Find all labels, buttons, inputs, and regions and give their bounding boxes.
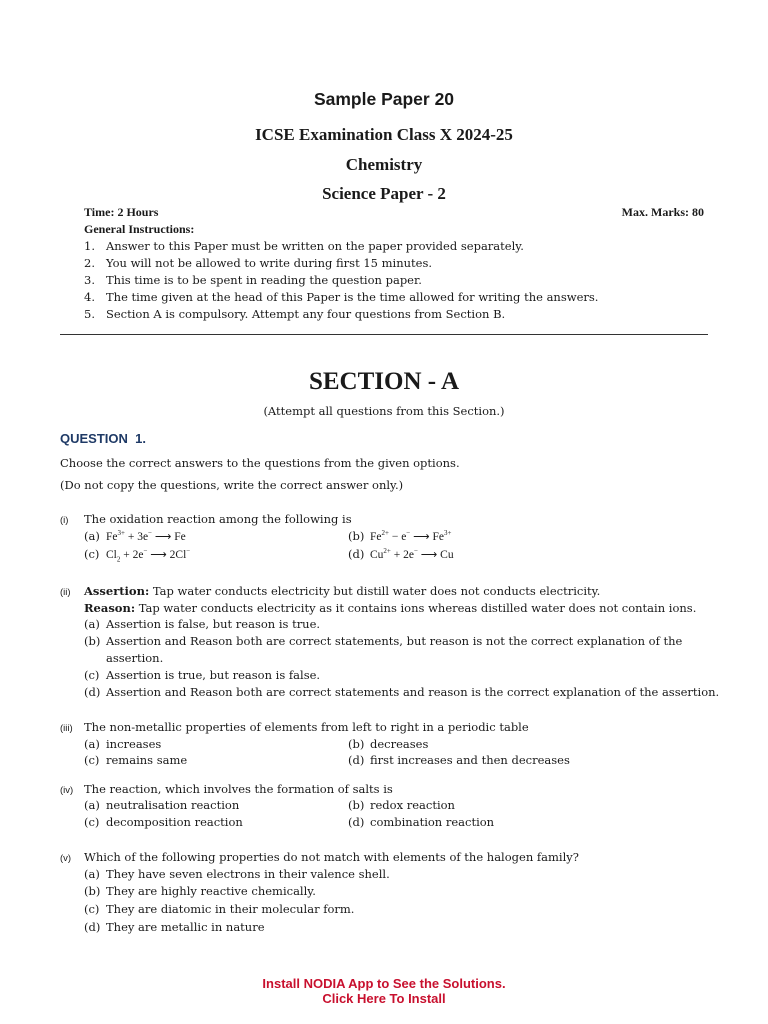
option-c: (c) Assertion is true, but reason is false. [84, 668, 321, 682]
option-b: (b) redox reaction [348, 798, 455, 812]
instructions-heading: General Instructions: [84, 222, 195, 236]
option-a: (a) Assertion is false, but reason is true. [84, 617, 321, 631]
section-title: SECTION - A [308, 368, 460, 395]
option-b-continued: assertion. [106, 651, 164, 665]
subquestion-stem: The oxidation reaction among the following is [84, 512, 352, 526]
instruction-item: 2. You will not be allowed to write during first 15 minutes. [84, 256, 433, 270]
option-d: (d) $Cu^{2+} + 2e^-$ ⟶ Cu [348, 547, 454, 561]
subject-title: Chemistry [345, 155, 423, 174]
subquestion-number: (iii) [60, 723, 73, 734]
subquestion-number: (v) [60, 853, 72, 864]
option-b: (b) $Fe^{2+} - e^-$ ⟶ $Fe^{3+}$ [348, 529, 452, 543]
subquestion-number: (i) [60, 515, 69, 526]
option-d: (d) first increases and then decreases [348, 753, 570, 767]
instruction-item: 3. This time is to be spent in reading the question paper. [84, 273, 422, 287]
option-a: (a) neutralisation reaction [84, 798, 240, 812]
option-d: (d) Assertion and Reason both are correct statements and reason is the correct explanation of the assertion. [84, 685, 720, 699]
option-a: (a) $Fe^{3+} + 3e^-$ ⟶ Fe [84, 529, 186, 543]
time-allowed: Time: 2 Hours [84, 205, 159, 219]
subquestion-stem: Which of the following properties do not match with elements of the halogen family? [84, 850, 579, 864]
subquestion-stem: The reaction, which involves the formation of salts is [84, 782, 393, 796]
exam-title: ICSE Examination Class X 2024-25 [255, 125, 513, 144]
install-app-link[interactable] [0, 976, 768, 1006]
max-marks: Max. Marks: 80 [621, 205, 704, 219]
instructions-list [84, 238, 598, 323]
option-b: (b) They are highly reactive chemically. [84, 884, 316, 898]
option-a: (a) They have seven electrons in their valence shell. [84, 867, 390, 881]
question-heading: QUESTION 1. [60, 431, 146, 446]
subquestion-number: (ii) [60, 587, 71, 598]
instruction-item: 4. The time given at the head of this Paper is the time allowed for writing the answers. [84, 290, 599, 304]
option-b: (b) Assertion and Reason both are correct statements, but reason is not the correct explanation of the [84, 634, 683, 648]
option-c: (c) They are diatomic in their molecular form. [84, 902, 355, 916]
instruction-item: 1. Answer to this Paper must be written on the paper provided separately. [84, 239, 524, 253]
option-a: (a) increases [84, 737, 162, 751]
assertion: Assertion: Tap water conducts electricity but distill water does not conducts electricity. [84, 584, 601, 598]
option-b: (b) decreases [348, 737, 429, 751]
install-app-text[interactable]: Install NODIA App to See the Solutions. [262, 976, 506, 991]
option-d: (d) They are metallic in nature [84, 920, 265, 934]
subquestion-stem: The non-metallic properties of elements from left to right in a periodic table [84, 720, 529, 734]
reason: Reason: Tap water conducts electricity as it contains ions whereas distilled water does not contain ions. [84, 601, 697, 615]
question-note: (Do not copy the questions, write the correct answer only.) [60, 478, 404, 492]
paper-title: Sample Paper 20 [313, 89, 455, 109]
option-d: (d) combination reaction [348, 815, 495, 829]
option-c: (c) decomposition reaction [84, 815, 243, 829]
instruction-item: 5. Section A is compulsory. Attempt any four questions from Section B. [84, 307, 506, 321]
divider [60, 334, 708, 335]
option-c: (c) $Cl_2 + 2e^-$ ⟶ 2Cl− [84, 547, 191, 564]
section-subtitle: (Attempt all questions from this Section.) [263, 404, 505, 418]
paper-name: Science Paper - 2 [322, 184, 446, 203]
option-c: (c) remains same [84, 753, 188, 767]
subquestion-number: (iv) [60, 785, 74, 796]
question-intro: Choose the correct answers to the questions from the given options. [60, 456, 460, 470]
click-here-link[interactable]: Click Here To Install [322, 991, 446, 1006]
